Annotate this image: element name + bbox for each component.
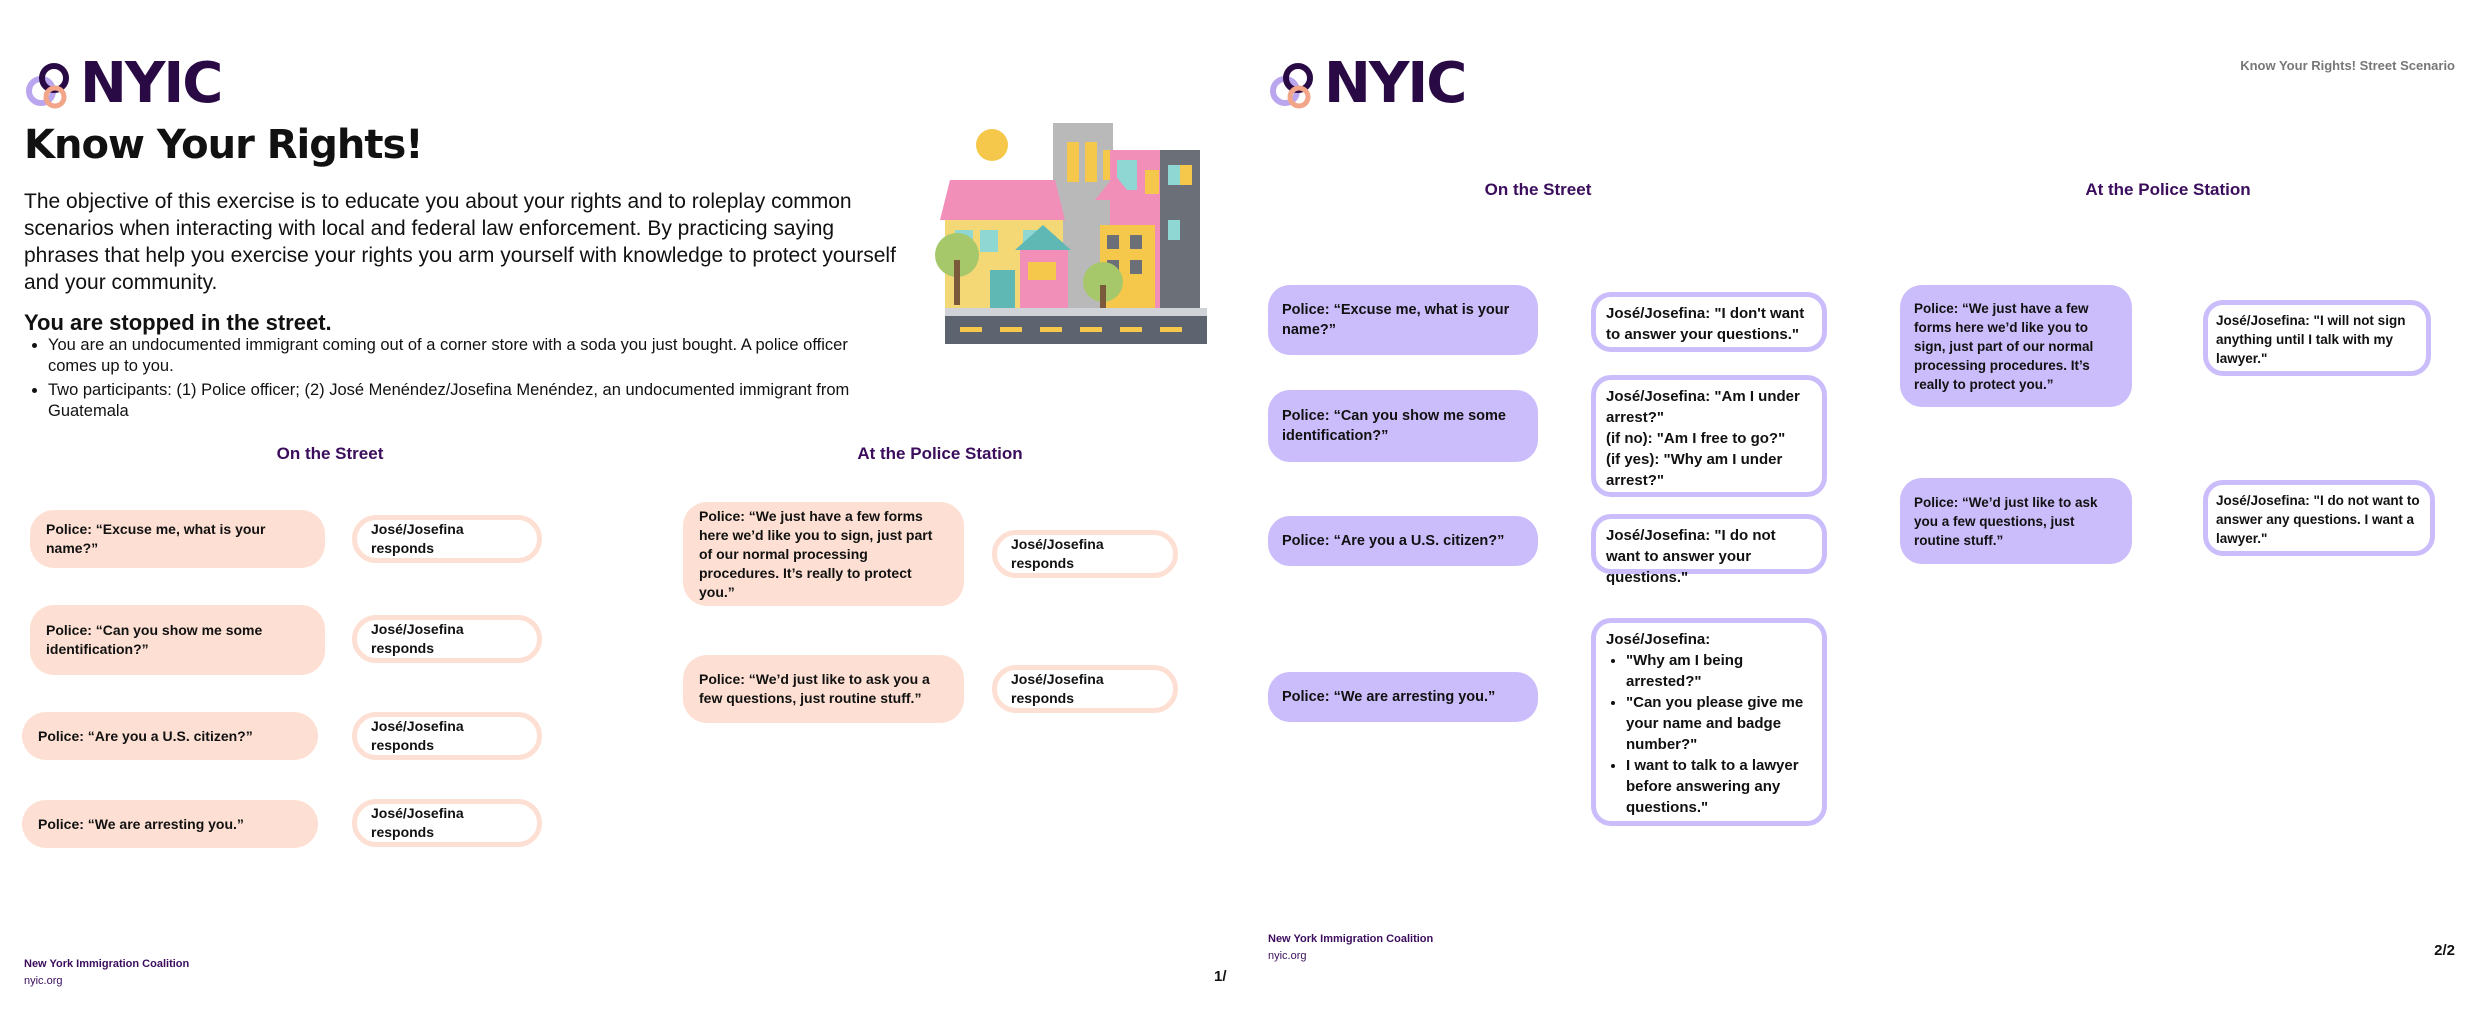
response-bubble: José/Josefina: "I will not sign anything until I talk with my lawyer." bbox=[2203, 300, 2431, 376]
response-bubble: José/Josefina: "I do not want to answer any questions. I want a lawyer." bbox=[2203, 480, 2435, 556]
footer-org: New York Immigration Coalition bbox=[24, 958, 190, 970]
response-line: (if no): "Am I free to go?" bbox=[1606, 430, 1786, 447]
station-heading: At the Police Station bbox=[857, 444, 1023, 463]
bullet-item: • Two participants: (1) Police officer; (2) José Menéndez/Josefina Menéndez, an undocumented immigrant from Guatemala bbox=[48, 380, 878, 422]
police-line: Police: “Excuse me, what is your name?” bbox=[1268, 285, 1538, 355]
page-title: Know Your Rights! bbox=[24, 122, 423, 168]
footer-url: nyic.org bbox=[24, 975, 63, 987]
page-number: 2/2 bbox=[2434, 942, 2455, 959]
response-bubble: José/Josefina responds bbox=[992, 665, 1178, 713]
response-bubble: José/Josefina responds bbox=[352, 615, 542, 663]
response-line: (if yes): "Why am I under arrest?" bbox=[1606, 451, 1783, 489]
scenario-heading: You are stopped in the street. bbox=[24, 310, 332, 335]
response-bubble: José/Josefina responds bbox=[352, 515, 542, 563]
response-lead: José/Josefina: bbox=[1606, 631, 1711, 648]
response-item: • "Why am I being arrested?" bbox=[1626, 650, 1812, 692]
logo-text: NYIC bbox=[1324, 51, 1466, 116]
police-line: Police: “Can you show me some identification?” bbox=[1268, 390, 1538, 462]
city-illustration bbox=[935, 120, 1210, 360]
footer-url: nyic.org bbox=[1268, 950, 1307, 962]
response-bubble: José/Josefina responds bbox=[352, 799, 542, 847]
nyic-logo-icon bbox=[1268, 59, 1318, 109]
nyic-logo bbox=[1268, 51, 1466, 116]
police-line: Police: “We’d just like to ask you a few questions, just routine stuff.” bbox=[683, 655, 964, 723]
logo-text: NYIC bbox=[80, 51, 222, 116]
nyic-logo bbox=[24, 51, 222, 116]
station-heading: At the Police Station bbox=[2085, 180, 2251, 199]
bullet-item: • You are an undocumented immigrant coming out of a corner store with a soda you just bought. A police officer comes up to you. bbox=[48, 335, 878, 377]
police-line: Police: “We just have a few forms here we’d like you to sign, just part of our normal processing procedures. It’s really to protect you.” bbox=[683, 502, 964, 606]
street-heading: On the Street bbox=[276, 444, 384, 463]
response-item: • "Can you please give me your name and badge number?" bbox=[1626, 692, 1812, 755]
response-line: José/Josefina: "Am I under arrest?" bbox=[1606, 388, 1800, 426]
police-line: Police: “We just have a few forms here we’d like you to sign, just part of our normal processing procedures. It’s really to protect you.” bbox=[1900, 285, 2132, 407]
response-bubble: José/Josefina responds bbox=[352, 712, 542, 760]
response-list bbox=[1606, 650, 1812, 818]
street-heading: On the Street bbox=[1484, 180, 1592, 199]
scenario-bullets bbox=[24, 335, 878, 425]
police-line: Police: “Excuse me, what is your name?” bbox=[30, 510, 325, 568]
response-bubble: José/Josefina: "I do not want to answer your questions." bbox=[1591, 514, 1827, 574]
page-header: Know Your Rights! Street Scenario bbox=[2240, 58, 2455, 73]
police-line: Police: “We are arresting you.” bbox=[22, 800, 318, 848]
police-line: Police: “Can you show me some identification?” bbox=[30, 605, 325, 675]
footer-org: New York Immigration Coalition bbox=[1268, 933, 1434, 945]
police-line: Police: “We’d just like to ask you a few questions, just routine stuff.” bbox=[1900, 478, 2132, 564]
response-bubble bbox=[1591, 618, 1827, 826]
police-line: Police: “Are you a U.S. citizen?” bbox=[1268, 516, 1538, 566]
nyic-logo-icon bbox=[24, 59, 74, 109]
intro-paragraph: The objective of this exercise is to educate you about your rights and to roleplay common scenarios when interacting with local and federal law enforcement. By practicing saying phrases that help you exercise your rights you arm yourself with knowledge to protect yourself and your community. bbox=[24, 190, 896, 294]
page-number: 1/ bbox=[1214, 968, 1227, 985]
response-bubble: José/Josefina responds bbox=[992, 530, 1178, 578]
response-bubble bbox=[1591, 375, 1827, 497]
police-line: Police: “We are arresting you.” bbox=[1268, 672, 1538, 722]
response-item: • I want to talk to a lawyer before answering any questions." bbox=[1626, 755, 1812, 818]
police-line: Police: “Are you a U.S. citizen?” bbox=[22, 712, 318, 760]
response-bubble: José/Josefina: "I don't want to answer your questions." bbox=[1591, 292, 1827, 352]
